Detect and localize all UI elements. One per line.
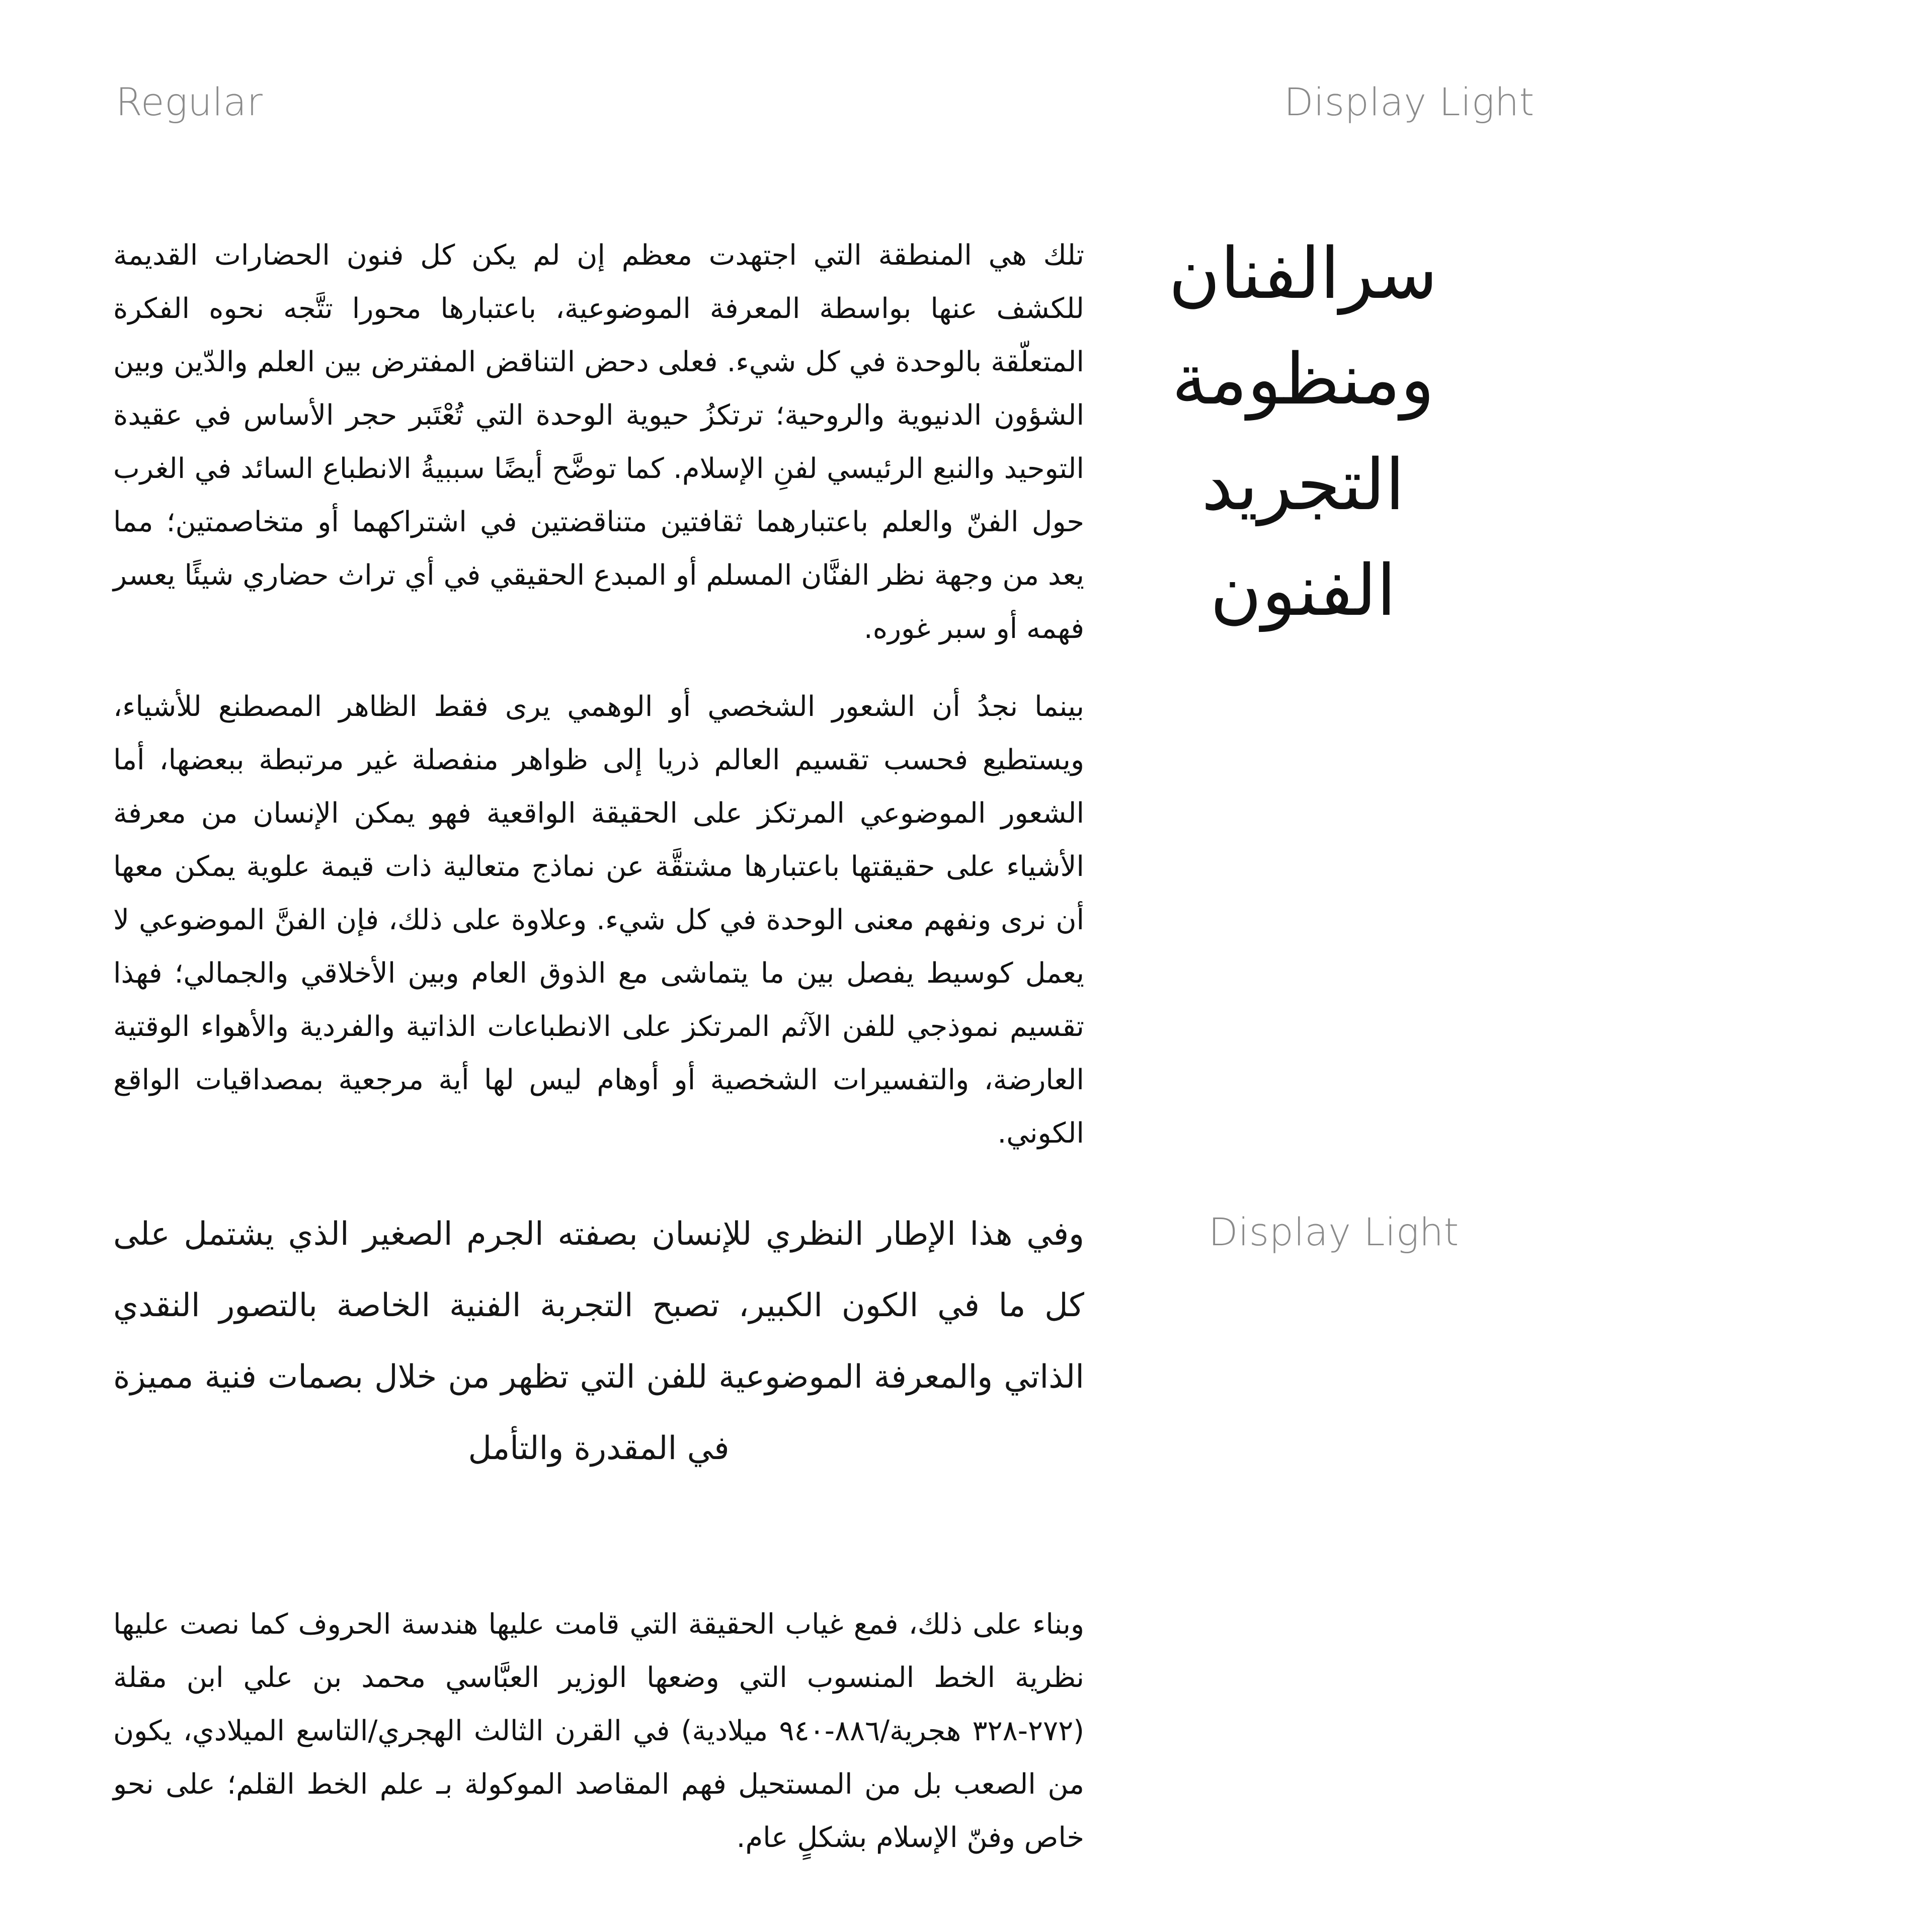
display-sample-line-1: سرالفنان bbox=[1168, 233, 1438, 315]
paragraph-regular-2 bbox=[113, 680, 1084, 1163]
paragraph-text: تلك هي المنطقة التي اجتهدت معظم إن لم يكن كل فنون الحضارات القديمة للكشف عنها بواسطة المعرفة الموضوعية، باعتبارها محورا تتَّجه نحوه الفكرة المتعلّقة بالوحدة في كل شيء. فعلى دحض التناقض المفترض بين العلم والدّين وبين الشؤون الدنيوية والروحية؛ ترتكزُ حيوية الوحدة التي تُعْتَبر حجر الأساس في عقيدة التوحيد والنبع الرئيسي لفنِ الإسلام. كما توضَّح أيضًا سببيةُ الانطباع السائد في الغرب حول الفنّ والعلم باعتبارهما ثقافتين متناقضتين في اشتراكهما أو متخاصمتين؛ مما يعد من وجهة نظر الفنَّان المسلم أو المبدع الحقيقي في أي تراث حضاري شيئًا يعسر فهمه أو سبر غوره. bbox=[113, 239, 1084, 645]
paragraph-regular-3 bbox=[113, 1598, 1084, 1865]
paragraph-text: وبناء على ذلك، فمع غياب الحقيقة التي قامت عليها هندسة الحروف كما نصت عليها نظرية الخط المنسوب التي وضعها الوزير العبَّاسي محمد بن علي ابن مقلة (٢٧٢-٣٢٨ هجرية/٨٨٦-٩٤٠ ميلادية) في القرن الثالث الهجري/التاسع الميلادي، يكون من الصعب بل من المستحيل فهم المقاصد الموكولة بـ علم الخط القلم؛ على نحو خاص وفنّ الإسلام بشكلٍ عام. bbox=[113, 1608, 1084, 1854]
label-display-light-top: Display Light bbox=[1284, 79, 1535, 124]
label-regular: Regular bbox=[116, 79, 263, 124]
display-sample-line-3: التجريد bbox=[1201, 444, 1405, 526]
paragraph-regular-1 bbox=[113, 229, 1084, 662]
display-light-sample bbox=[1152, 221, 1454, 664]
paragraph-display-light bbox=[113, 1198, 1084, 1573]
paragraph-text: بينما نجدُ أن الشعور الشخصي أو الوهمي يرى فقط الظاهر المصطنع للأشياء، ويستطيع فحسب تقسيم العالم ذريا إلى ظواهر منفصلة غير مرتبطة ببعضها، أما الشعور الموضوعي المرتكز على الحقيقة الواقعية فهو يمكن الإنسان من معرفة الأشياء على حقيقتها باعتبارها مشتقَّة عن نماذج متعالية ذات قيمة علوية يمكن معها أن نرى ونفهم معنى الوحدة في كل شيء. وعلاوة على ذلك، فإن الفنَّ الموضوعي لا يعمل كوسيط يفصل بين ما يتماشى مع الذوق العام وبين الأخلاقي والجمالي؛ فهذا تقسيم نموذجي للفن الآثم المرتكز على الانطباعات الذاتية والفردية والأهواء الوقتية العارضة، والتفسيرات الشخصية أو أوهام ليس لها أية مرجعية بمصداقيات الواقع الكوني. bbox=[113, 690, 1084, 1150]
paragraph-text: وفي هذا الإطار النظري للإنسان بصفته الجرم الصغير الذي يشتمل على كل ما في الكون الكبير، تصبح التجربة الفنية الخاصة بالتصور النقدي الذاتي والمعرفة الموضوعية للفن التي تظهر من خلال بصمات فنية مميزة في المقدرة والتأمل bbox=[113, 1216, 1084, 1467]
display-sample-line-2: ومنظومة bbox=[1171, 339, 1435, 421]
display-sample-line-4: الفنون bbox=[1210, 550, 1396, 632]
label-display-light-mid: Display Light bbox=[1209, 1210, 1459, 1254]
